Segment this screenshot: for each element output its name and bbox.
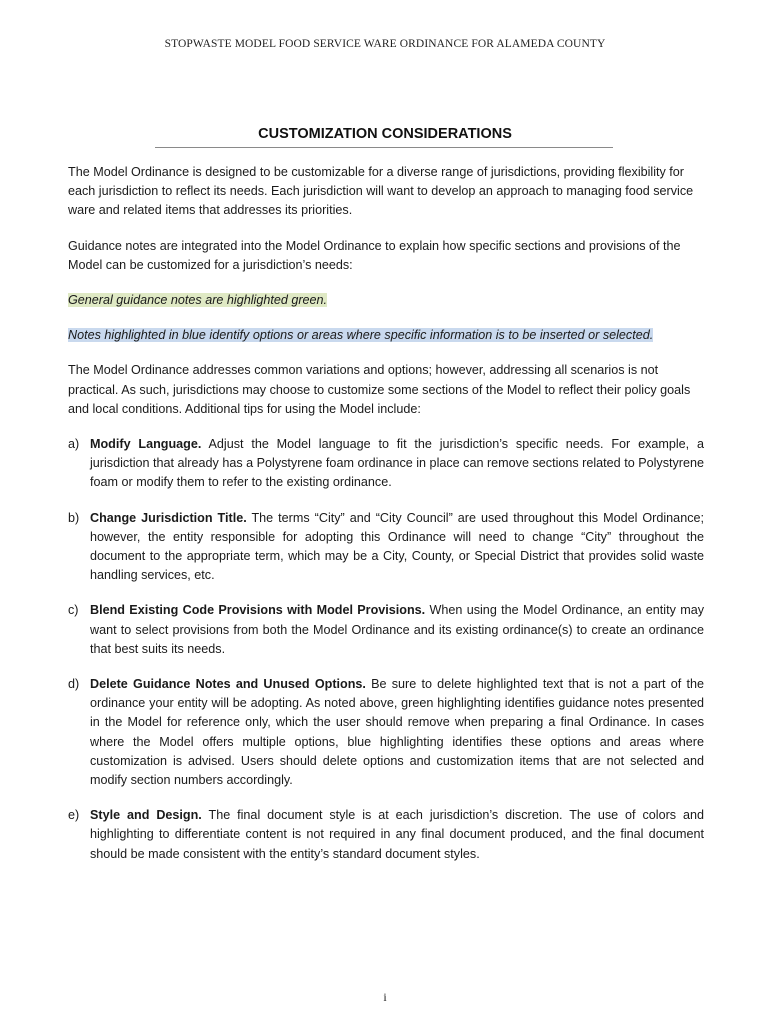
tip-item [68,601,704,659]
section-title: CUSTOMIZATION CONSIDERATIONS [258,126,512,142]
intro-paragraph-1: The Model Ordinance is designed to be customizable for a diverse range of jurisdictions, providing flexibility for each jurisdiction to reflect its needs. Each jurisdiction will want to develop an approach to managing food service ware and related items that addresses its priorities. [68,165,694,218]
tip-title: Delete Guidance Notes and Unused Options. [90,677,366,692]
tip-text: Adjust the Model language to fit the jurisdiction’s specific needs. For example, a jurisdiction that already has a Polystyrene foam ordinance in place can remove sections related to Polystyrene foam or modify them to refer to the existing ordinance. [90,437,705,490]
page-number: i [383,990,387,1004]
tip-text: The final document style is at each jurisdiction’s discretion. The use of colors and highlighting to differentiate content is not required in any final document produced, and the final document should be made consistent with the entity’s standard document styles. [90,808,704,861]
tip-text: When using the Model Ordinance, an entity may want to select provisions from both the Model Ordinance and its existing ordinance(s) to create an ordinance that best suits its needs. [90,603,705,656]
tip-letter: a) [68,437,80,452]
tip-letter: d) [68,677,80,692]
tips-list [68,435,704,864]
blue-options-note: Notes highlighted in blue identify options or areas where specific information is to be inserted or selected. [68,328,654,343]
tip-letter: b) [68,510,80,525]
tip-item [68,435,704,493]
tip-title: Modify Language. [90,437,202,452]
document-body [68,163,704,880]
tip-item [68,675,704,790]
tip-title: Blend Existing Code Provisions with Model Provisions. [90,603,426,618]
tip-text: Be sure to delete highlighted text that is not a part of the ordinance your entity will be adopting. As noted above, green highlighting identifies guidance notes presented in the Model for reference only, which the user should remove when preparing a final Ordinance. In cases where the Model offers multiple options, blue highlighting identifies these options and areas where customization is advised. Users should delete options and customization items that are not selected and modify section numbers accordingly. [90,677,704,788]
tips-intro-paragraph: The Model Ordinance addresses common variations and options; however, addressing all scenarios is not practical. As such, jurisdictions may choose to customize some sections of the Model to reflect their policy goals and local conditions. Additional tips for using the Model include: [68,363,691,416]
green-note-paragraph [68,291,704,310]
intro-paragraph-2: Guidance notes are integrated into the Model Ordinance to explain how specific sections and provisions of the Model can be customized for a jurisdiction’s needs: [68,238,681,272]
title-underline [155,147,613,148]
tip-title: Change Jurisdiction Title. [90,510,247,525]
blue-note-paragraph [68,326,704,345]
running-header: STOPWASTE MODEL FOOD SERVICE WARE ORDINANCE FOR ALAMEDA COUNTY [164,38,606,50]
tip-letter: c) [68,603,79,618]
tip-item [68,509,704,586]
tip-title: Style and Design. [90,808,202,823]
tip-item [68,806,704,864]
tip-text: The terms “City” and “City Council” are used throughout this Model Ordinance; however, the entity responsible for adopting this Ordinance will need to change “City” throughout the document to the appropriate term, which may be a City, County, or Special District that provides solid waste handling services, etc. [90,510,704,583]
tip-letter: e) [68,808,80,823]
green-guidance-note: General guidance notes are highlighted green. [68,293,328,308]
